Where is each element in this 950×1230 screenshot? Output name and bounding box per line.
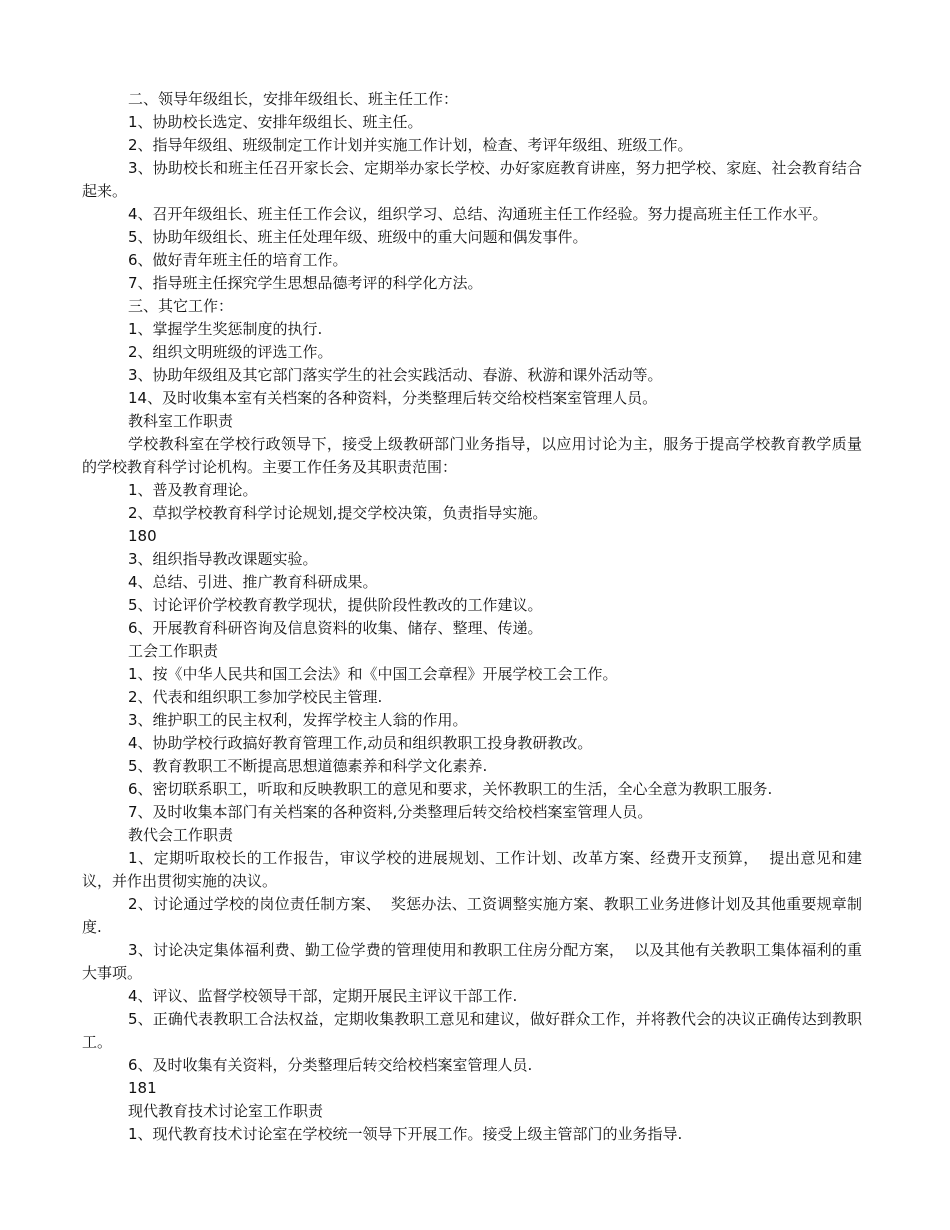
doc-line: 3、协助年级组及其它部门落实学生的社会实践活动、春游、秋游和课外活动等。 (128, 366, 663, 384)
doc-line: 2、组织文明班级的评选工作。 (128, 343, 333, 361)
section-heading: 教代会工作职责 (128, 826, 234, 844)
doc-line: 二、领导年级组长，安排年级组长、班主任工作： (128, 90, 459, 108)
doc-line: 7、指导班主任探究学生思想品德考评的科学化方法。 (128, 274, 483, 292)
doc-line: 3、组织指导教改课题实验。 (128, 550, 318, 568)
doc-line: 6、开展教育科研咨询及信息资料的收集、储存、整理、传递。 (128, 619, 543, 637)
doc-line: 3、维护职工的民主权利，发挥学校主人翁的作用。 (128, 711, 468, 729)
section-heading: 工会工作职责 (128, 642, 219, 660)
doc-line: 1、定期听取校长的工作报告，审议学校的进展规划、工作计划、改革方案、经费开支预算， 提出意见和建议，并作出贯彻实施的决议。 (82, 849, 862, 890)
doc-line: 2、讨论通过学校的岗位责任制方案、 奖惩办法、工资调整实施方案、教职工业务进修计划及其他重要规章制度. (82, 895, 862, 936)
doc-line: 5、讨论评价学校教育教学现状，提供阶段性教改的工作建议。 (128, 596, 543, 614)
doc-line: 2、指导年级组、班级制定工作计划并实施工作计划，检查、考评年级组、班级工作。 (128, 136, 693, 154)
doc-line: 5、教育教职工不断提高思想道德素养和科学文化素养. (128, 757, 488, 775)
doc-line: 1、普及教育理论。 (128, 481, 258, 499)
doc-paragraph: 学校教科室在学校行政领导下，接受上级教研部门业务指导，以应用讨论为主，服务于提高学校教育教学质量的学校教育科学讨论机构。主要工作任务及其职责范围： (82, 435, 862, 476)
doc-line: 4、召开年级组长、班主任工作会议，组织学习、总结、沟通班主任工作经验。努力提高班主任工作水平。 (128, 205, 828, 223)
page-number: 181 (128, 1079, 157, 1097)
doc-line: 2、草拟学校教育科学讨论规划,提交学校决策，负责指导实施。 (128, 504, 548, 522)
doc-line: 14、及时收集本室有关档案的各种资料，分类整理后转交给校档案室管理人员。 (128, 389, 658, 407)
document-body (82, 88, 862, 1146)
section-heading: 现代教育技术讨论室工作职责 (128, 1102, 324, 1120)
doc-line: 3、协助校长和班主任召开家长会、定期举办家长学校、办好家庭教育讲座，努力把学校、家庭、社会教育结合起来。 (82, 159, 862, 200)
doc-line: 4、评议、监督学校领导干部，定期开展民主评议干部工作. (128, 987, 518, 1005)
doc-line: 4、总结、引进、推广教育科研成果。 (128, 573, 378, 591)
doc-line: 2、代表和组织职工参加学校民主管理. (128, 688, 383, 706)
page-number: 180 (128, 527, 157, 545)
doc-line: 1、协助校长选定、安排年级组长、班主任。 (128, 113, 423, 131)
section-heading: 教科室工作职责 (128, 412, 234, 430)
doc-line: 1、按《中华人民共和国工会法》和《中国工会章程》开展学校工会工作。 (128, 665, 618, 683)
doc-line: 5、正确代表教职工合法权益，定期收集教职工意见和建议，做好群众工作，并将教代会的决议正确传达到教职工。 (82, 1010, 862, 1051)
doc-line: 1、掌握学生奖惩制度的执行. (128, 320, 323, 338)
doc-line: 3、讨论决定集体福利费、勤工俭学费的管理使用和教职工住房分配方案， 以及其他有关教职工集体福利的重大事项。 (82, 941, 862, 982)
doc-line: 6、做好青年班主任的培育工作。 (128, 251, 348, 269)
doc-line: 6、及时收集有关资料，分类整理后转交给校档案室管理人员. (128, 1056, 533, 1074)
doc-line: 4、协助学校行政搞好教育管理工作,动员和组织教职工投身教研教改。 (128, 734, 593, 752)
doc-line: 5、协助年级组长、班主任处理年级、班级中的重大问题和偶发事件。 (128, 228, 588, 246)
section-heading: 三、其它工作： (128, 297, 234, 315)
doc-line: 6、密切联系职工，听取和反映教职工的意见和要求，关怀教职工的生活，全心全意为教职工服务. (128, 780, 773, 798)
doc-line: 1、现代教育技术讨论室在学校统一领导下开展工作。接受上级主管部门的业务指导. (128, 1125, 683, 1143)
doc-line: 7、及时收集本部门有关档案的各种资料,分类整理后转交给校档案室管理人员。 (128, 803, 653, 821)
